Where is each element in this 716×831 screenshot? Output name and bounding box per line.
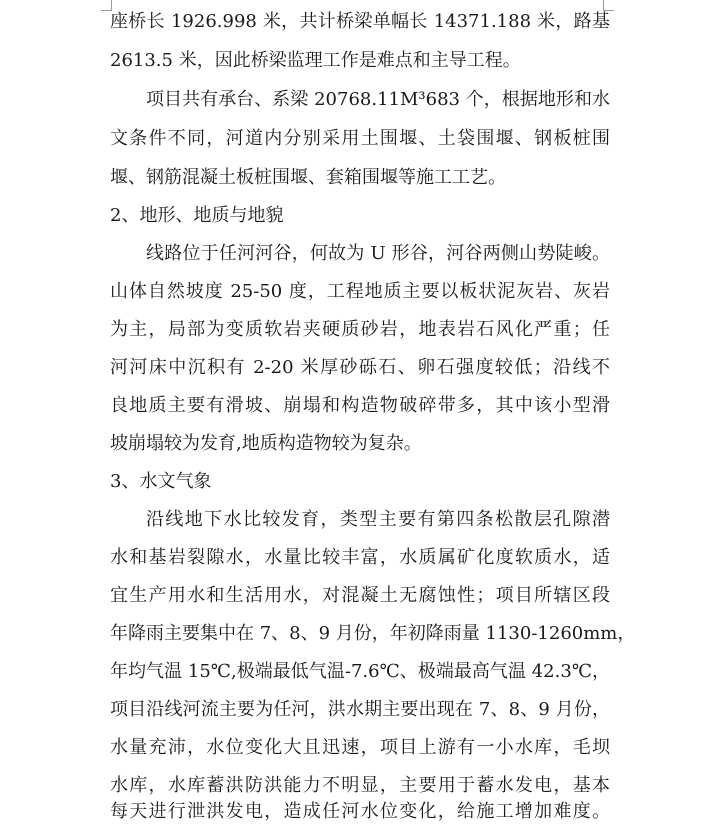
text-line: 年降雨主要集中在 7、8、9 月份，年初降雨量 1130-1260mm，: [110, 623, 636, 644]
section-heading: 3、水文气象: [110, 471, 212, 492]
paragraph-first-line: 线路位于任河河谷，何故为 U 形谷，河谷两侧山势陡峻。: [146, 243, 610, 264]
text-line: 坡崩塌较为发育,地质构造物较为复杂。: [110, 433, 422, 454]
paragraph-first-line: 项目共有承台、系梁 20768.11M³683 个，根据地形和水: [146, 89, 610, 110]
text-line: 河河床中沉积有 2-20 米厚砂砾石、卵石强度较低；沿线不: [110, 357, 610, 378]
text-line: 山体自然坡度 25-50 度，工程地质主要以板状泥灰岩、灰岩: [110, 281, 610, 302]
text-line: 座桥长 1926.998 米，共计桥梁单幅长 14371.188 米，路基: [110, 11, 610, 32]
paragraph-first-line: 沿线地下水比较发育，类型主要有第四条松散层孔隙潜: [146, 509, 610, 530]
text-line: 2613.5 米，因此桥梁监理工作是难点和主导工程。: [110, 50, 521, 71]
text-line: 水和基岩裂隙水，水量比较丰富，水质属矿化度软质水，适: [110, 547, 610, 568]
text-line: 宜生产用水和生活用水，对混凝土无腐蚀性；项目所辖区段: [110, 585, 610, 606]
text-line: 堰、钢筋混凝土板桩围堰、套箱围堰等施工工艺。: [110, 167, 506, 188]
text-line: 良地质主要有滑坡、崩塌和构造物破碎带多，其中该小型滑: [110, 395, 610, 416]
text-line: 年均气温 15℃,极端最低气温-7.6℃、极端最高气温 42.3℃，: [110, 661, 610, 682]
section-heading: 2、地形、地质与地貌: [110, 205, 284, 226]
text-line: 水量充沛，水位变化大且迅速，项目上游有一小水库，毛坝: [110, 737, 610, 758]
text-line: 文条件不同，河道内分别采用土围堰、土袋围堰、钢板桩围: [110, 128, 610, 149]
text-line: 为主，局部为变质软岩夹硬质砂岩，地表岩石风化严重；任: [110, 319, 610, 340]
text-line: 每天进行泄洪发电，造成任河水位变化，给施工增加难度。: [110, 801, 610, 822]
text-line: 水库，水库蓄洪防洪能力不明显，主要用于蓄水发电，基本: [110, 775, 610, 796]
text-line: 项目沿线河流主要为任河，洪水期主要出现在 7、8、9 月份，: [110, 699, 610, 720]
